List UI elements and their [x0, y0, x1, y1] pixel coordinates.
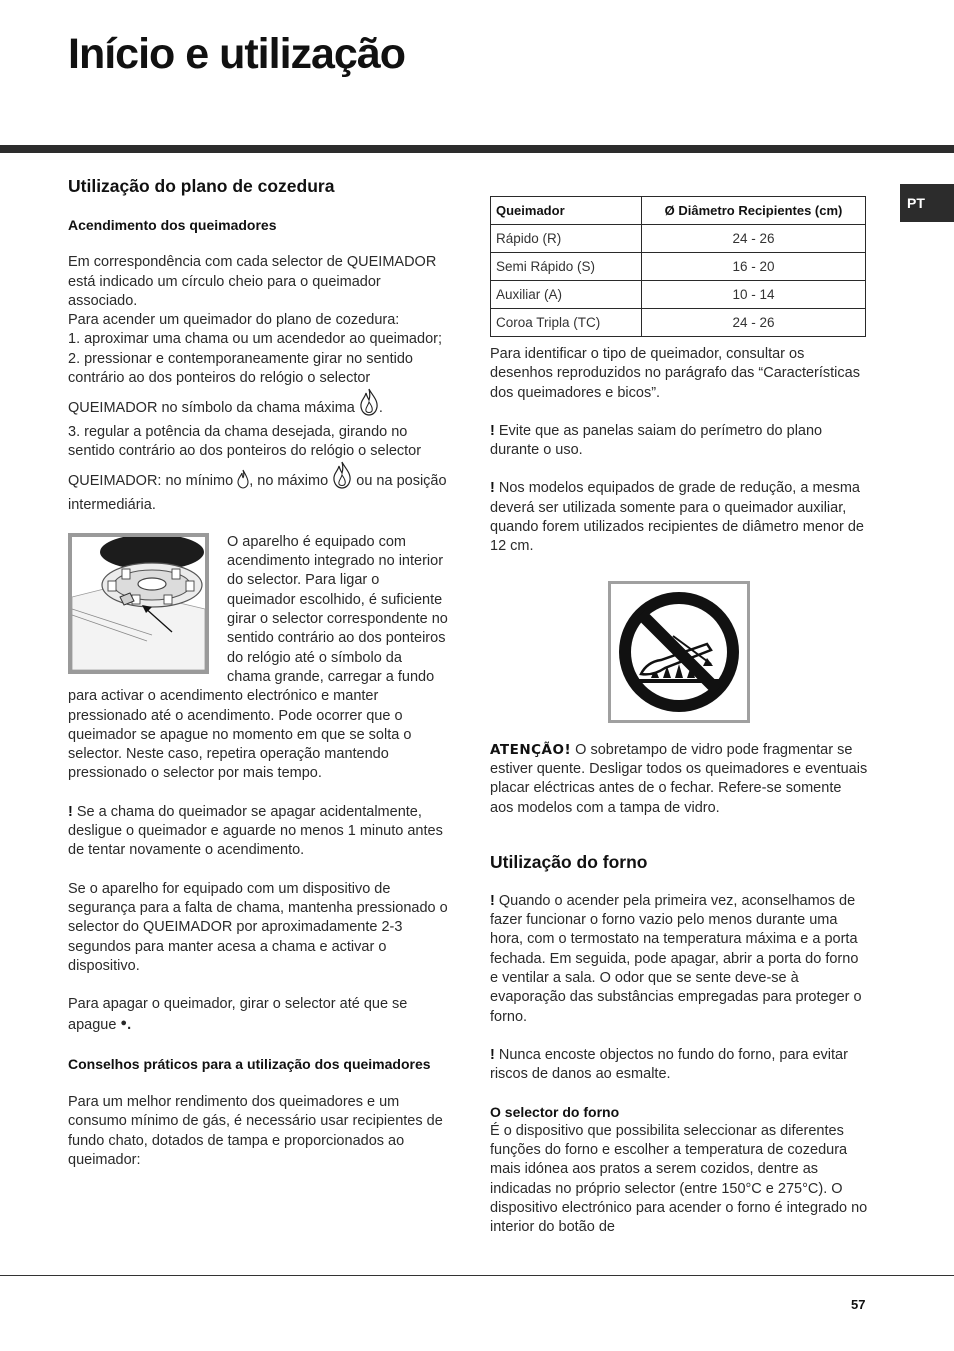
section-title-hob: Utilização do plano de cozedura [68, 176, 335, 196]
flame-out-warning [68, 803, 448, 861]
pans-warning-text: Evite que as panelas saiam do perímetro do plano durante o uso. [490, 422, 823, 459]
flame-min-icon [237, 469, 249, 495]
reduction-grid-note [490, 479, 868, 556]
ignition-heading: Acendimento dos queimadores [68, 217, 277, 233]
burner-ignition-illustration [68, 533, 209, 674]
warning-mark: ! [490, 422, 495, 439]
selector-text: É o dispositivo que possibilita seleccionar as diferentes funções do forno e escolher a temperatura de cozedura mais idónea aos pratos a serem cozidos, dentre as indicadas no próprio selector (entre 150°C e 275°C). O dispositivo electrónico para acender o forno é integrado no interior do botão de [490, 1122, 868, 1236]
table-cell: 10 - 14 [642, 281, 866, 309]
step-3-text-b: , no máximo [249, 473, 329, 490]
turn-off-text [68, 995, 448, 1036]
top-divider [0, 145, 954, 153]
language-tab: PT [900, 184, 954, 222]
period: . [127, 1017, 132, 1034]
step-3 [68, 423, 448, 515]
table-header: Ø Diâmetro Recipientes (cm) [642, 197, 866, 225]
table-header: Queimador [491, 197, 642, 225]
flame-max-icon [332, 461, 352, 495]
table-cell: Coroa Tripla (TC) [491, 309, 642, 337]
warning-mark: ! [490, 892, 495, 909]
burner-diameter-table [490, 196, 866, 337]
attention-note [490, 741, 868, 818]
table-cell: Auxiliar (A) [491, 281, 642, 309]
page-number: 57 [851, 1297, 866, 1312]
step-2 [68, 350, 448, 423]
ignition-paragraph-2: Para acender um queimador do plano de cozedura: [68, 312, 400, 329]
tips-text: Para um melhor rendimento dos queimadores e um consumo mínimo de gás, é necessário usar recipientes de fundo chato, dotados de tampa e proporcionados ao queimador: [68, 1093, 443, 1168]
tips-heading: Conselhos práticos para a utilização dos queimadores [68, 1055, 431, 1072]
oven-first-use-text: Quando o acender pela primeira vez, aconselhamos de fazer funcionar o forno vazio pelo menos durante uma hora, com o termostato na temperatura máxima e a porta fechada. Em seguida, pode apagar, abrir a porta do forno e ventilar a sala. O odor que se sente deve-se à evaporação das substâncias empregadas para proteger o forno. [490, 892, 862, 1025]
attention-label: ATENÇÃO! [490, 741, 572, 758]
step-2-text: 2. pressionar e contemporaneamente girar no sentido contrário ao dos ponteiros do relógio o selector QUEIMADOR no símbolo da chama máxima [68, 350, 413, 417]
oven-first-use [490, 892, 868, 1027]
warning-mark: ! [490, 480, 495, 497]
no-pan-overhang-warning-icon [608, 581, 750, 723]
step-1: 1. aproximar uma chama ou um acendedor ao queimador; [68, 331, 442, 348]
selector-heading: O selector do forno [490, 1103, 620, 1120]
safety-device-text: Se o aparelho for equipado com um dispositivo de segurança para a falta de chama, mantenha pressionado o selector do QUEIMADOR por aproximadamente 2-3 segundos para manter acesa a chama e activar o dispositivo. [68, 880, 448, 974]
oven-never-text: Nunca encoste objectos no fundo do forno, para evitar riscos de danos ao esmalte. [490, 1046, 848, 1083]
integrated-ignition-text: O aparelho é equipado com acendimento integrado no interior do selector. Para ligar o queimador escolhido, é suficiente girar o selector correspondente no sentido contrário ao dos ponteiros do relógio até o símbolo da chama grande, carregar a fundo para activar o acendimento electrónico e manter pressionado até o acendimento. Pode ocorrer que o queimador se apague no momento em que se solta o selector. Neste caso, repetira operação mantendo pressionado o selector por mais tempo. [68, 533, 448, 782]
right-column [490, 196, 868, 1238]
identify-text: Para identificar o tipo de queimador, consultar os desenhos reproduzidos no parágrafo das “Características dos queimadores e bicos”. [490, 346, 860, 401]
ignition-paragraph-1: Em correspondência com cada selector de QUEIMADOR está indicado um círculo cheio para o queimador associado. [68, 254, 437, 309]
warning-mark: ! [490, 1046, 495, 1063]
page-title: Início e utilização [68, 30, 406, 78]
warning-mark: ! [68, 803, 73, 820]
integrated-ignition-block [68, 533, 448, 784]
table-row [491, 253, 866, 281]
step-3-text-a: 3. regular a potência da chama desejada, girando no sentido contrário ao dos ponteiros do relógio o selector QUEIMADOR: no mínimo [68, 423, 422, 490]
off-dot-icon: ● [120, 1017, 128, 1030]
table-cell: Rápido (R) [491, 225, 642, 253]
section-title-oven: Utilização do forno [490, 851, 648, 872]
attention-text: O sobretampo de vidro pode fragmentar se estiver quente. Desligar todos os queimadores e eventuais placar eléctricas antes de o fechar. Refere-se somente aos modelos com a tampa de vidro. [490, 741, 868, 816]
oven-never-note [490, 1046, 868, 1085]
table-cell: 24 - 26 [642, 309, 866, 337]
table-row [491, 281, 866, 309]
pans-warning [490, 422, 868, 461]
table-cell: 16 - 20 [642, 253, 866, 281]
table-cell: Semi Rápido (S) [491, 253, 642, 281]
flame-out-warning-text: Se a chama do queimador se apagar acidentalmente, desligue o queimador e aguarde no menos 1 minuto antes de tentar novamente o acendimento. [68, 803, 443, 859]
step-3-text-c: ou na posição intermediária. [68, 473, 447, 513]
table-cell: 24 - 26 [642, 225, 866, 253]
table-row [491, 309, 866, 337]
turn-off-label: Para apagar o queimador, girar o selector até que se apague [68, 996, 408, 1034]
bottom-divider [0, 1275, 954, 1276]
period: . [378, 400, 383, 417]
table-header-row [491, 197, 866, 225]
left-column [68, 174, 448, 1170]
flame-max-icon [359, 388, 379, 422]
table-row [491, 225, 866, 253]
reduction-grid-text: Nos modelos equipados de grade de redução, a mesma deverá ser utilizada somente para o queimador auxiliar, quando forem utilizados recipientes de diâmetro menor de 12 cm. [490, 480, 864, 555]
